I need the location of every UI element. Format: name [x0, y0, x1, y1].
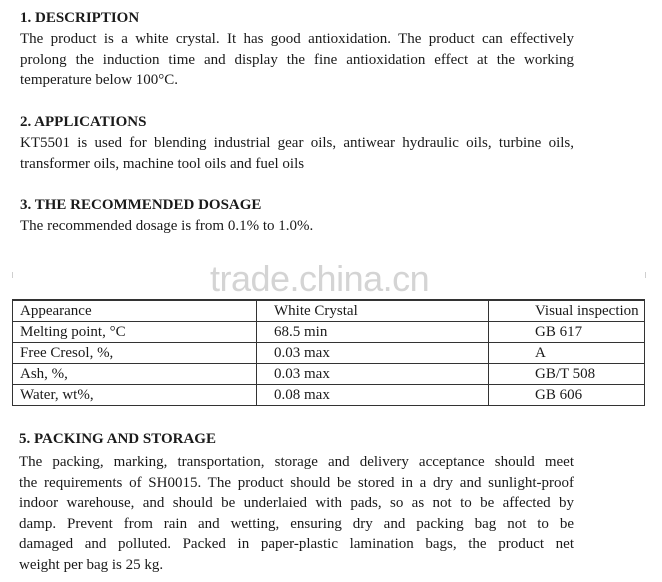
paragraph-line: indoor warehouse, and should be underlaied with pads, so as not to be affected by — [19, 495, 574, 511]
table-cell-value: 0.03 max — [257, 364, 489, 385]
crop-mark — [645, 272, 646, 278]
section-title-description: 1. DESCRIPTION — [20, 10, 140, 26]
table-cell-item: Melting point, °C — [13, 322, 257, 343]
table-cell-method: GB/T 508 — [489, 364, 645, 385]
table-cell-method: GB 606 — [489, 385, 645, 406]
paragraph-line: prolong the induction time and display the fine antioxidation effect at the working — [20, 51, 574, 68]
table-cell-item: Appearance — [13, 300, 257, 322]
section-body-dosage — [20, 216, 574, 237]
paragraph-line: The packing, marking, transportation, storage and delivery acceptance should meet — [19, 454, 574, 470]
section-title-dosage: 3. THE RECOMMENDED DOSAGE — [20, 197, 262, 213]
paragraph-line: weight per bag is 25 kg. — [19, 556, 164, 573]
crop-mark — [12, 272, 13, 278]
table-cell-item: Free Cresol, %, — [13, 343, 257, 364]
table-cell-method: A — [489, 343, 645, 364]
table-cell-value: 0.03 max — [257, 343, 489, 364]
table-cell-item: Ash, %, — [13, 364, 257, 385]
paragraph-line: temperature below 100°C. — [20, 72, 179, 88]
table-row — [13, 322, 645, 343]
section-body-applications — [20, 133, 574, 174]
paragraph-line: The recommended dosage is from 0.1% to 1.0%. — [20, 218, 314, 234]
section-body-description — [20, 29, 574, 91]
paragraph-line: The product is a white crystal. It has good antioxidation. The product can effectively — [20, 31, 574, 47]
watermark-text: trade.china.cn — [210, 258, 430, 299]
table-cell-value: White Crystal — [257, 300, 489, 322]
section-title-packing: 5. PACKING AND STORAGE — [19, 431, 216, 447]
table-row — [13, 385, 645, 406]
table-row — [13, 343, 645, 364]
table-cell-item: Water, wt%, — [13, 385, 257, 406]
paragraph-line: damp. Prevent from rain and wetting, ensuring dry and packing bag not to be — [19, 515, 574, 532]
table-row — [13, 364, 645, 385]
table-cell-value: 0.08 max — [257, 385, 489, 406]
table-row — [13, 300, 645, 322]
table-cell-method: Visual inspection — [489, 300, 645, 322]
spec-table — [12, 299, 645, 406]
paragraph-line: damaged and polluted. Packed in paper-plastic lamination bags, the product net — [19, 536, 574, 552]
section-body-packing — [19, 452, 574, 575]
paragraph-line: transformer oils, machine tool oils and fuel oils — [20, 155, 305, 172]
paragraph-line: KT5501 is used for blending industrial gear oils, antiwear hydraulic oils, turbine oils, — [20, 135, 574, 151]
table-cell-method: GB 617 — [489, 322, 645, 343]
paragraph-line: the requirements of SH0015. The product should be stored in a dry and sunlight-proof — [19, 474, 574, 491]
section-title-applications: 2. APPLICATIONS — [20, 114, 147, 130]
table-cell-value: 68.5 min — [257, 322, 489, 343]
